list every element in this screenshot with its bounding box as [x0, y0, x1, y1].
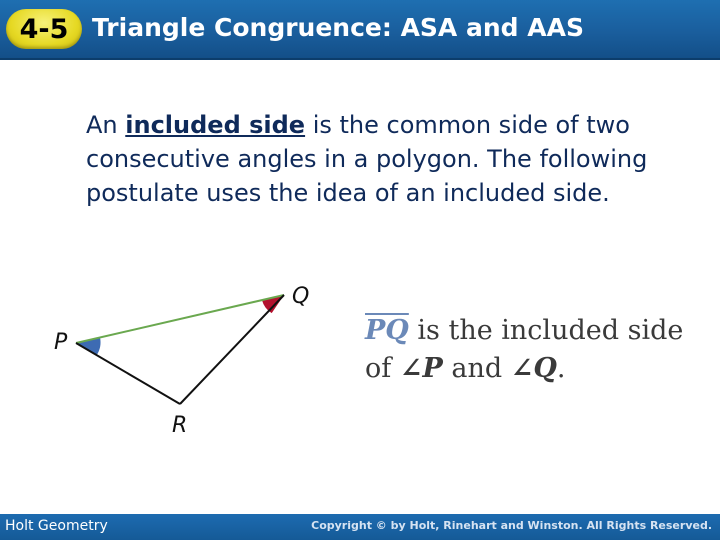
note-prefix: of [365, 353, 400, 384]
header-divider [0, 58, 720, 60]
definition-term: included side [125, 111, 306, 139]
header-bar [0, 0, 720, 58]
angle-p-symbol: ∠P [399, 353, 443, 384]
definition-paragraph [86, 108, 686, 210]
vertex-label-q: Q [292, 284, 310, 309]
angle-q-symbol: ∠Q [510, 353, 557, 384]
footer-bar [0, 514, 720, 540]
side-qr [180, 295, 284, 404]
definition-rest: is the common side of two consecutive angles in a polygon. The following postulate uses the idea of an included side. [86, 111, 648, 207]
triangle-figure [40, 275, 330, 445]
side-rp [76, 343, 180, 404]
side-pq [76, 295, 284, 343]
vertex-label-r: R [172, 413, 188, 438]
note-line1-rest: is the included side [408, 315, 684, 346]
note-line-1 [365, 312, 683, 350]
note-conjunction: and [442, 353, 511, 384]
definition-intro: An [86, 111, 126, 139]
segment-pq: $\overline{PQ}$ [365, 315, 409, 346]
vertex-label-p: P [54, 330, 68, 355]
note-period: . [556, 353, 566, 384]
footer-course-name: Holt Geometry [5, 518, 108, 534]
lesson-badge: 4-5 [6, 9, 82, 49]
note-line-2 [365, 350, 683, 388]
page-title: Triangle Congruence: ASA and AAS [92, 13, 584, 42]
footer-copyright: Copyright © by Holt, Rinehart and Winston. All Rights Reserved. [311, 519, 712, 532]
included-side-note [365, 312, 683, 388]
